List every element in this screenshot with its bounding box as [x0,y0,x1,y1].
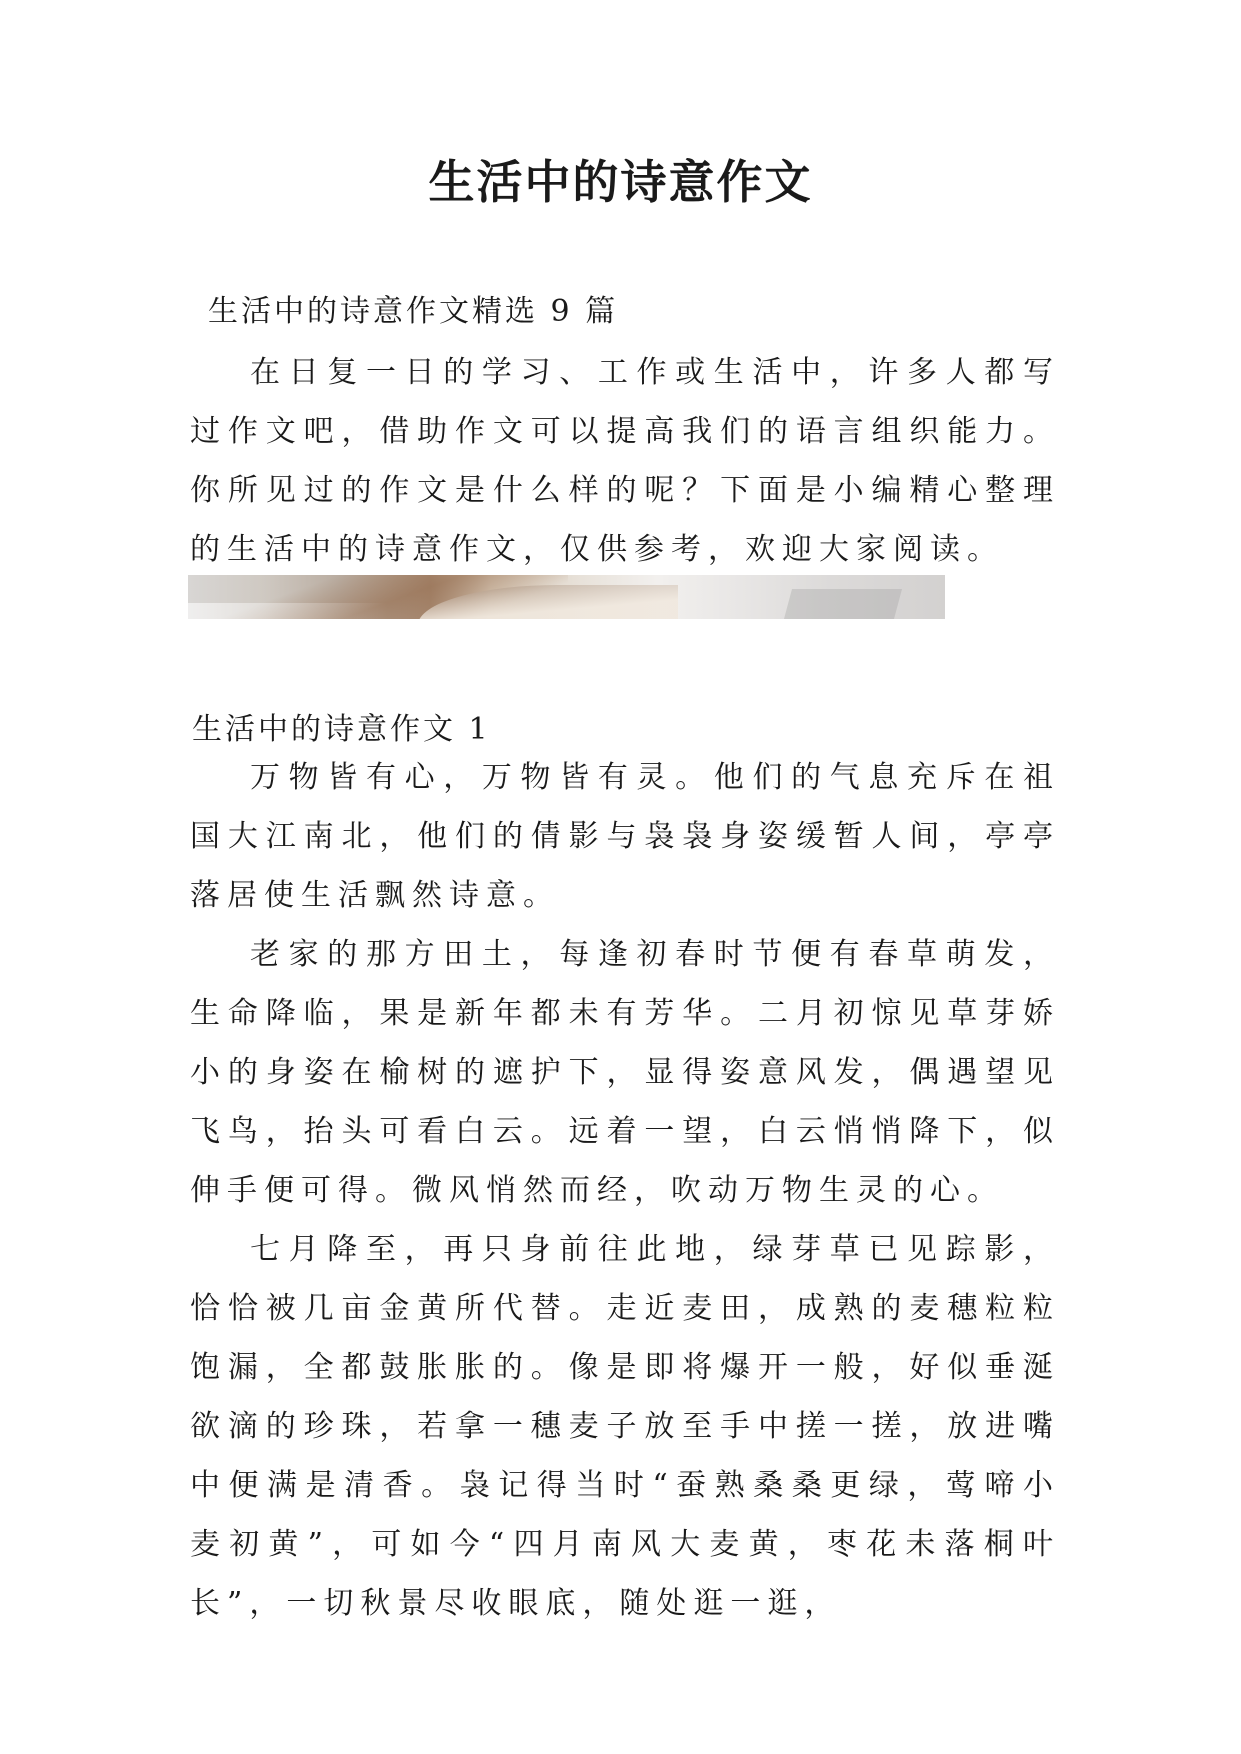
section-heading: 生活中的诗意作文 1 [192,712,491,747]
document-title: 生活中的诗意作文 [428,155,813,209]
section-paragraph-2: 老家的那方田土，每逢初春时节便有春草萌发，生命降临，果是新年都未有芳华。二月初惊见草芽娇小的身姿在榆树的遮护下，显得姿意风发，偶遇望见飞鸟，抬头可看白云。远着一望，白云悄悄降下，似伸手便可得。微风悄然而经，吹动万物生灵的心。 [190,937,1060,1208]
section-paragraph-3: 七月降至，再只身前往此地，绿芽草已见踪影，恰恰被几亩金黄所代替。走近麦田，成熟的麦穗粒粒饱漏，全都鼓胀胀的。像是即将爆开一般，好似垂涎欲滴的珍珠，若拿一穗麦子放至手中搓一搓，放进嘴中便满是清香。袅记得当时“蚕熟桑桑更绿，莺啼小麦初黄”，可如今“四月南风大麦黄，枣花未落桐叶长”，一切秋景尽收眼底，随处逛一逛， [190,1232,1060,1621]
document-subtitle: 生活中的诗意作文精选 9 篇 [208,294,619,329]
book-photo-image [188,575,945,619]
section-paragraph-1: 万物皆有心，万物皆有灵。他们的气息充斥在祖国大江南北，他们的倩影与袅袅身姿缓暂人间，亭亭落居使生活飘然诗意。 [190,760,1060,913]
intro-paragraph: 在日复一日的学习、工作或生活中，许多人都写过作文吧，借助作文可以提高我们的语言组织能力。你所见过的作文是什么样的呢？下面是小编精心整理的生活中的诗意作文，仅供参考，欢迎大家阅读。 [190,355,1060,567]
